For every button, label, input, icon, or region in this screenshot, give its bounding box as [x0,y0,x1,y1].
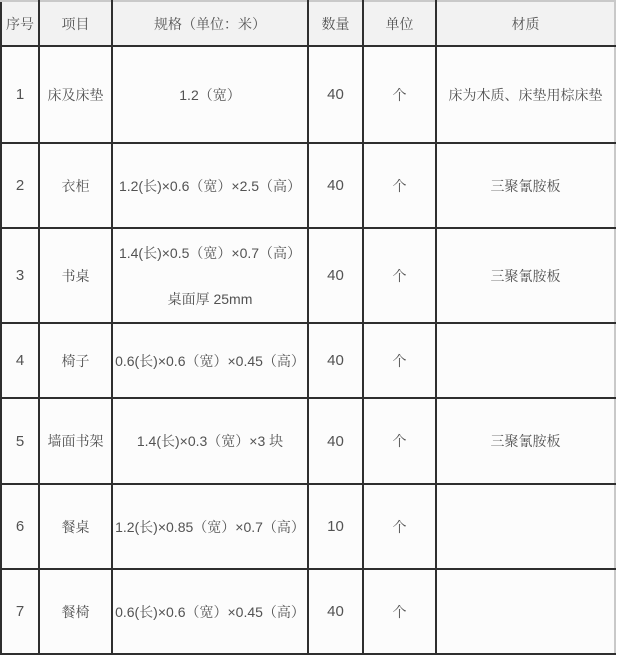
header-serial: 序号 [1,1,39,46]
header-unit: 单位 [363,1,436,46]
quantity-cell: 40 [308,46,363,143]
spec-line: 1.2(长)×0.85（宽）×0.7（高） [115,518,305,535]
spec-cell [112,323,308,398]
material-cell [436,323,615,398]
spec-line-2: 桌面厚 25mm [167,290,253,307]
material-cell: 三聚氰胺板 [436,398,615,484]
quantity-cell: 40 [308,143,363,228]
spec-cell [112,143,308,228]
item-cell: 书桌 [39,228,112,323]
header-quantity: 数量 [308,1,363,46]
material-cell: 三聚氰胺板 [436,143,615,228]
item-cell: 床及床垫 [39,46,112,143]
serial-cell: 3 [1,228,39,323]
header-material: 材质 [436,1,615,46]
spec-cell [112,46,308,143]
item-cell: 墙面书架 [39,398,112,484]
unit-cell: 个 [363,228,436,323]
serial-cell: 4 [1,323,39,398]
table-header-row [1,1,615,46]
spec-line: 0.6(长)×0.6（宽）×0.45（高） [115,352,305,369]
spec-line: 1.4(长)×0.5（宽）×0.7（高） [118,244,302,261]
serial-cell: 2 [1,143,39,228]
table-row [1,484,615,569]
unit-cell: 个 [363,484,436,569]
spec-line: 1.2(长)×0.6（宽）×2.5（高） [118,177,302,194]
unit-cell: 个 [363,323,436,398]
unit-cell: 个 [363,569,436,654]
table-row [1,143,615,228]
spec-line: 1.2（宽） [179,86,241,103]
unit-cell: 个 [363,46,436,143]
quantity-cell: 40 [308,398,363,484]
spec-cell [112,228,308,323]
quantity-cell: 40 [308,569,363,654]
item-cell: 餐桌 [39,484,112,569]
table-row [1,323,615,398]
serial-cell: 5 [1,398,39,484]
table-row [1,228,615,323]
table-row [1,398,615,484]
material-cell: 床为木质、床垫用棕床垫 [436,46,615,143]
item-cell: 衣柜 [39,143,112,228]
header-spec: 规格（单位：米） [112,1,308,46]
serial-cell: 7 [1,569,39,654]
quantity-cell: 40 [308,323,363,398]
material-cell [436,484,615,569]
spec-cell [112,484,308,569]
serial-cell: 6 [1,484,39,569]
unit-cell: 个 [363,143,436,228]
spec-line: 0.6(长)×0.6（宽）×0.45（高） [115,603,305,620]
quantity-cell: 40 [308,228,363,323]
quantity-cell: 10 [308,484,363,569]
spec-line: 1.4(长)×0.3（宽）×3 块 [136,433,284,449]
header-item: 项目 [39,1,112,46]
item-cell: 餐椅 [39,569,112,654]
table-row [1,569,615,654]
material-cell [436,569,615,654]
material-cell: 三聚氰胺板 [436,228,615,323]
spec-cell [112,569,308,654]
spec-cell [112,398,308,484]
table-row [1,46,615,143]
serial-cell: 1 [1,46,39,143]
item-cell: 椅子 [39,323,112,398]
unit-cell: 个 [363,398,436,484]
